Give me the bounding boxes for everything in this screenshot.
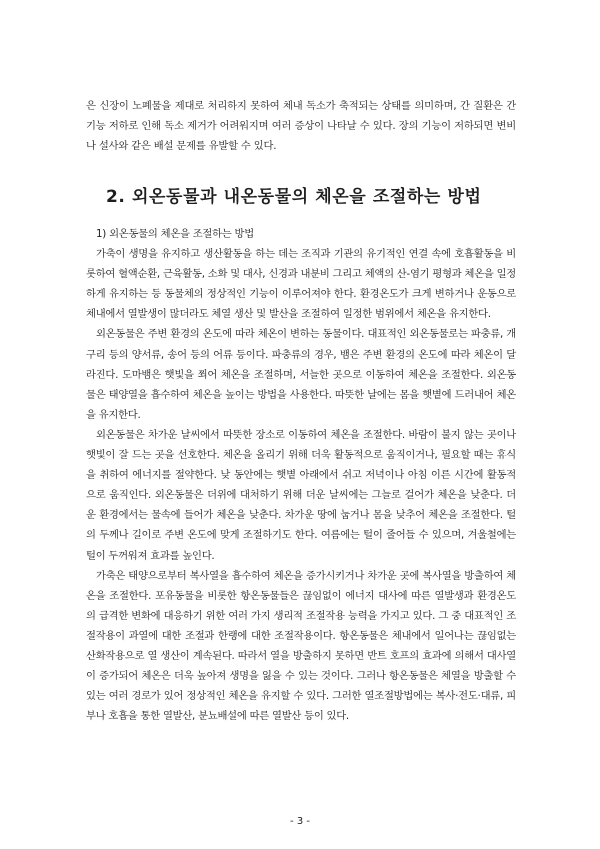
subheading: 1) 외온동물의 체온을 조절하는 방법 [96, 228, 254, 240]
paragraph-1: 가축이 생명을 유지하고 생산활동을 하는 데는 조직과 기관의 유기적인 연결 속에 호흡활동을 비롯하여 혈액순환, 근육활동, 소화 및 대사, 신경과 내분비 그리고 체액의 산-염기 평형과 체온을 일정하게 유지하는 등 동물체의 정상적인 기능이 이루어져야 한다. 환경온도가 크게 변하거나 운동으로 체내에서 열발생이 많더라도 체열 생산 및 발산을 조절하여 일정한 범위에서 체온을 유지한다. [86, 248, 517, 321]
paragraph-2: 외온동물은 주변 환경의 온도에 따라 체온이 변하는 동물이다. 대표적인 외온동물로는 파충류, 개구리 등의 양서류, 송어 등의 어류 등이다. 파충류의 경우, 뱀은 주변 환경의 온도에 따라 체온이 달라진다. 도마뱀은 햇빛을 쬐어 체온을 조절하며, 서늘한 곳으로 이동하여 체온을 조절한다. 외온동물은 태양열을 흡수하여 체온을 높이는 방법을 사용한다. 따뜻한 날에는 몸을 햇볕에 드러내어 체온을 유지한다. [86, 328, 516, 421]
paragraph-4: 가축은 태양으로부터 복사열을 흡수하여 체온을 증가시키거나 차가운 곳에 복사열을 방출하여 체온을 조절한다. 포유동물을 비롯한 항온동물들은 끊임없이 에너지 대사에 따른 열발생과 환경온도의 급격한 변화에 대응하기 위한 여러 가지 생리적 조절작용 능력을 가지고 있다. 그 중 대표적인 조절작용이 과열에 대한 조절과 한랭에 대한 조절작용이다. 항온동물은 체내에서 일어나는 끊임없는 산화작용으로 열 생산이 계속된다. 따라서 열을 방출하지 못하면 반트 호프의 효과에 의해서 대사열이 증가되어 체온은 더욱 높아져 생명을 잃을 수 있는 것이다. 그러나 항온동물은 체열을 방출할 수 있는 여러 경로가 있어 정상적인 체온을 유지할 수 있다. 그러한 열조절방법에는 복사·전도·대류, 피부나 호흡을 통한 열발산, 분뇨배설에 따른 열발산 등이 있다. [86, 569, 516, 723]
section-body [86, 224, 516, 726]
page-number: - 3 - [290, 816, 310, 827]
intro-paragraph: 은 신장이 노폐물을 제대로 처리하지 못하여 체내 독소가 축적되는 상태를 의미하며, 간 질환은 간 기능 저하로 인해 독소 제거가 어려워지며 여러 증상이 나타날 수 있다. 장의 기능이 저하되면 변비나 설사와 같은 배설 문제를 유발할 수 있다. [86, 100, 516, 152]
paragraph-3: 외온동물은 차가운 날씨에서 따뜻한 장소로 이동하여 체온을 조절한다. 바람이 불지 않는 곳이나 햇빛이 잘 드는 곳을 선호한다. 체온을 올리기 위해 더욱 활동적으로 움직이거나, 필요할 때는 휴식을 취하여 에너지를 절약한다. 낮 동안에는 햇볕 아래에서 쉬고 저녁이나 아침 이른 시간에 활동적으로 움직인다. 외온동물은 더위에 대처하기 위해 더운 날씨에는 그늘로 걸어가 체온을 낮춘다. 더운 환경에서는 물속에 들어가 체온을 낮춘다. 차가운 땅에 눕거나 몸을 낮추어 체온을 조절한다. 털의 두께나 길이로 주변 온도에 맞게 조절하기도 한다. 여름에는 털이 줄어들 수 있으며, 겨울철에는 털이 두꺼워져 효과를 높인다. [86, 428, 516, 562]
section-title: 2. 외온동물과 내온동물의 체온을 조절하는 방법 [106, 187, 482, 207]
